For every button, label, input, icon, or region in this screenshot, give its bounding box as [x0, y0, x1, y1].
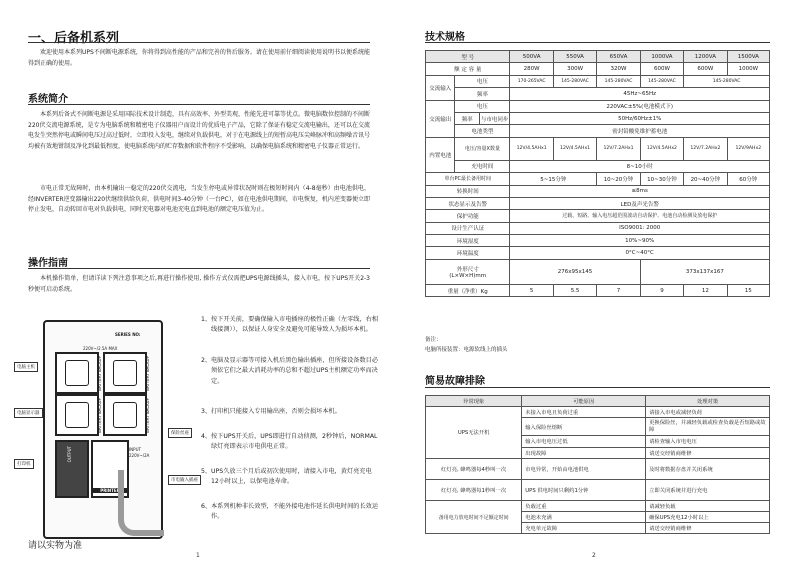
table-cell: 电压: [455, 75, 510, 87]
table-row: [426, 479, 770, 500]
output-printer-socket: [55, 440, 89, 498]
remarks-label: 备注：: [425, 337, 442, 343]
table-cell: 5.5: [553, 284, 596, 296]
table-row: [426, 173, 770, 185]
table-cell: 输入保险丝熔断: [522, 418, 646, 436]
table-cell: 及时将数据存盘并关闭系统: [646, 458, 770, 479]
table-cell: 145-280VAC: [684, 75, 770, 87]
table-cell: 红灯亮, 蜂鸣器每1秒叫一次: [426, 479, 522, 500]
table-cell: 交流输入: [426, 75, 455, 100]
table-cell: 重量（净重）Kg: [426, 284, 510, 296]
table-cell: 10%~90%: [510, 235, 770, 247]
table-cell: 145-280VAC: [640, 75, 683, 87]
table-cell: 电压/容量X数量: [455, 137, 510, 160]
table-cell: 145-280VAC: [597, 75, 640, 87]
table-cell: 更换保险丝，并减轻负载或检查负载是否短路或故障: [646, 418, 770, 436]
table-cell: 密封铅酸免维护蓄电池: [510, 125, 770, 137]
table-cell: 1200VA: [684, 51, 727, 63]
callout-computer-host: 电脑主机: [14, 362, 38, 372]
table-cell: 373x137x167: [640, 259, 769, 284]
table-row: [426, 458, 770, 479]
table-cell: 立即关闭系统并进行充电: [646, 479, 770, 500]
table-cell: 设计生产认证: [426, 222, 510, 234]
table-cell: 电池类型: [455, 125, 510, 137]
table-cell: 12V/4.5AHx1: [510, 137, 553, 160]
page-number: 2: [592, 552, 596, 559]
table-cell: 转换时间: [426, 185, 510, 197]
table-cell: 15: [727, 284, 769, 296]
fault-table: [425, 395, 770, 534]
table-row: [426, 197, 770, 209]
table-cell: 出现故障: [522, 447, 646, 458]
table-cell: 请送交经销商维修: [646, 447, 770, 458]
table-cell: 内置电池: [426, 137, 455, 172]
table-cell: 状态显示及告警: [426, 197, 510, 209]
outlet-3: [103, 352, 147, 394]
table-cell: 环境温度: [426, 247, 510, 259]
callout-fuse: 保险丝座: [168, 428, 192, 438]
table-cell: 可能原因: [522, 396, 646, 407]
left-page: [0, 0, 396, 584]
callout-computer-display: 电脑显示器: [14, 408, 43, 418]
table-cell: 交流输出: [426, 100, 455, 137]
table-cell: 1000W: [727, 63, 769, 75]
table-cell: 12V/9AHx2: [727, 137, 769, 160]
table-cell: 10~20分钟: [597, 173, 640, 185]
table-cell: 备用电力放电时间不足额定时间: [426, 500, 522, 534]
model-label: 型 号: [426, 51, 510, 63]
input-label: INPUT: [129, 447, 141, 452]
battery-backup-label-2: BATTERY BACKUP: [97, 398, 102, 433]
table-cell: 频率: [455, 112, 479, 124]
table-cell: 0°C~40°C: [510, 247, 770, 259]
table-cell: 请接入市电或减轻负荷: [646, 407, 770, 418]
intro-text: 欢迎使用本系列UPS不间断电源系统，你将得到高性能的产品和完善的售后服务。请在使用前仔细阅读使用说明书以便系统能得到正确的使用。: [28, 49, 370, 67]
table-cell: 确保UPS充电12小时以上: [646, 511, 770, 522]
section-divider: [28, 104, 370, 105]
table-cell: 10~30分钟: [640, 173, 683, 185]
table-cell: 500VA: [510, 51, 553, 63]
table-cell: 未接入市电且负荷过重: [522, 407, 646, 418]
table-cell: 8~10小时: [510, 160, 770, 172]
page-title: 一、后备机系列: [28, 31, 120, 46]
table-cell: 保护功能: [426, 210, 510, 222]
table-cell: 过载、短路、输入电压超范围波动自动保护、电池自动检测及放电保护: [510, 210, 770, 222]
table-row: [426, 284, 770, 296]
table-cell: 额 定 容 量: [426, 63, 510, 75]
table-cell: 充电时间: [455, 160, 510, 172]
table-cell: 650VA: [597, 51, 640, 63]
section-heading-system: 系统简介: [28, 94, 68, 105]
table-cell: 异常现象: [426, 396, 522, 407]
table-cell: 处理对策: [646, 396, 770, 407]
table-cell: 电池未充满: [522, 511, 646, 522]
table-cell: 输入市电电压过低: [522, 436, 646, 447]
table-cell: 600W: [684, 63, 727, 75]
table-cell: 请送交经销商维修: [646, 523, 770, 534]
table-cell: 环境湿度: [426, 235, 510, 247]
table-row: [426, 137, 770, 160]
table-cell: 12V/4.5AHx1: [553, 137, 596, 160]
table-cell: ≤8ms: [510, 185, 770, 197]
operation-steps-list: 1、 按下开关前，要确保输入市电插座的极性正确（左零线，右相线接测）），以保证人身安全及避免可能导致人为损坏本机。 2、 电脑及显示器等可接入机后黑色输出插座，但所接设备数目必须依它们之最大消耗功率的总和不超过UPS主机额定功率而决定。 3、 打印机只能接入专用输出座，否则会损坏本机。 4、 按下UPS开关后，UPS即进行自动侦测，2秒钟后，NORMAL绿灯亮即表示市电供电正常。 5、 UPS久放三个月后或初次使用时，请接入市电，黄灯亮充电12小时以上，以保电池寿命。 6、 本系列机种非长效型，不能外接电池作延长供电时间的长效运作。: [201, 316, 379, 521]
dimensions-unit: (L×W×H)mm: [449, 272, 487, 279]
system-intro-paragraph-2: 市电正常无故障时，由本机输出一稳定的220伏交流电，当发生停电或异常状况时则在极短时间内（4-8毫秒）由电池供电，经INVERTER逆变器输出220伏继续供给负荷，供电时间3-40分钟（一台PC），如在电池供电期间，市电恢复，机内逆变器便立即停止发电，自动转回市电对负载供电，同时充电器对电池充电直到电池的额定电压值为止。: [28, 185, 370, 214]
table-row: [426, 75, 770, 87]
table-cell: 300W: [553, 63, 596, 75]
table-row: [426, 500, 770, 511]
table-row: [426, 185, 770, 197]
outlet-1: [55, 352, 99, 394]
remarks-text: 电脑所接装置：电源软线上的插头: [425, 347, 508, 353]
outlet-4: [103, 394, 147, 436]
table-cell: 145-280VAC: [553, 75, 596, 87]
section-divider: [28, 268, 370, 269]
table-cell: 红灯亮, 蜂鸣器每4秒叫一次: [426, 458, 522, 479]
table-cell: 50Hz/60Hz±1%: [510, 112, 770, 124]
series-label: SERIES NO:: [115, 332, 141, 337]
fault-title: 简易故障排除: [425, 376, 485, 387]
table-cell: 45Hz~65Hz: [510, 88, 770, 100]
table-cell: 600W: [640, 63, 683, 75]
table-cell: 12V/7.2AHx2: [684, 137, 727, 160]
table-cell: 单台PC最长备用时间: [426, 173, 510, 185]
table-row: [426, 112, 770, 124]
table-cell: 280W: [510, 63, 553, 75]
table-cell: 请减轻负载: [646, 500, 770, 511]
table-cell: ISO9001: 2000: [510, 222, 770, 234]
table-cell: 5: [510, 284, 553, 296]
table-cell: UPS 供电时间只剩约1分钟: [522, 479, 646, 500]
table-cell: 20~40分钟: [684, 173, 727, 185]
table-row: [426, 125, 770, 137]
dimensions-label: 外形尺寸: [456, 266, 479, 273]
table-cell: 市电异常，开始由电池供电: [522, 458, 646, 479]
table-row: [426, 100, 770, 112]
outlet-2: [55, 394, 99, 436]
table-cell: 276x95x145: [510, 259, 640, 284]
table-row: [426, 210, 770, 222]
table-row: [426, 396, 770, 407]
callout-printer: 打印机: [14, 459, 34, 469]
spec-divider: [425, 42, 770, 43]
table-row: [426, 407, 770, 418]
spec-title: 技术规格: [425, 32, 465, 43]
table-row: [426, 247, 770, 259]
table-cell: 5~15分钟: [510, 173, 597, 185]
table-cell: 170-265VAC: [510, 75, 553, 87]
section-heading-guide: 操作指南: [28, 258, 68, 269]
table-cell: 电压: [455, 100, 510, 112]
table-row: [426, 222, 770, 234]
footer-note: 请以实物为准: [28, 541, 83, 551]
battery-backup-label-3: BATTERY BACKUP: [145, 356, 150, 391]
fault-divider: [425, 387, 770, 388]
table-row: [426, 51, 770, 63]
table-cell: 请检查输入市电电压: [646, 436, 770, 447]
table-cell: LED及声光告警: [510, 197, 770, 209]
table-cell: 与市电同步: [479, 112, 510, 124]
input-rating: 220V~/2A: [129, 453, 150, 458]
table-cell: 12V/7.2AHx1: [597, 137, 640, 160]
title-divider: [28, 42, 370, 43]
table-cell: 频率: [455, 88, 510, 100]
callout-mains-input: 市电输入插座: [168, 475, 201, 485]
table-cell: 9: [640, 284, 683, 296]
table-row: [426, 160, 770, 172]
table-cell: 550VA: [553, 51, 596, 63]
table-cell: 12V/4.5AHx2: [640, 137, 683, 160]
page-number: 1: [196, 552, 200, 559]
power-cable: [118, 470, 164, 536]
table-row: [426, 63, 770, 75]
table-cell: 220VAC±5%(电池模式下): [510, 100, 770, 112]
table-cell: [426, 259, 510, 284]
battery-backup-label-1: BATTERY BACKUP: [97, 356, 102, 391]
table-cell: 320W: [597, 63, 640, 75]
table-cell: 充电单元故障: [522, 523, 646, 534]
table-cell: 1000VA: [640, 51, 683, 63]
printer-label: PRINTER: [93, 488, 127, 493]
table-cell: 60分钟: [727, 173, 769, 185]
table-row: [426, 259, 770, 284]
table-row: [426, 88, 770, 100]
right-page: [400, 0, 793, 584]
table-row: [426, 235, 770, 247]
system-intro-paragraph-1: 本系列后备式不间断电源是采用国际技术设计制造，具有高效率、外型美观，性能先进可靠等优点。微电脑数位控制的不间断220伏交流电源系统，是专为电脑系统和精密电子仪器用户而设计的优质电子产品，它除了保证有稳定交流电输出，还可以在交流电发生突然停电或瞬间电压过高过低时，立即投入发电，继续对负载供电，对于在电源线上的短暂高电压尖峰脉冲和高频噪音讯号均被有效地钳制及净化到最低程度，使电脑系统内的贮存数据和软件程序不受影响，以确保电脑系统和精密电子仪器正常运行。: [28, 111, 371, 150]
battery-backup-label-4: BATTERY BACKUP: [145, 398, 150, 433]
table-cell: 1500VA: [727, 51, 769, 63]
guide-paragraph: 本机操作简单，但请详读下列注意事项之后,再进行操作使用, 操作方式仅需把UPS电源线插头，接入市电，按下UPS开关2-3秒便可启动系统。: [28, 275, 370, 293]
table-cell: 7: [597, 284, 640, 296]
table-cell: 负载过重: [522, 500, 646, 511]
output-label: OUTPUT: [67, 446, 72, 463]
spec-table: [425, 50, 770, 297]
table-cell: 12: [684, 284, 727, 296]
table-cell: UPS无法开机: [426, 407, 522, 459]
rating-label: 220V~/2.5A MAX: [83, 346, 118, 351]
